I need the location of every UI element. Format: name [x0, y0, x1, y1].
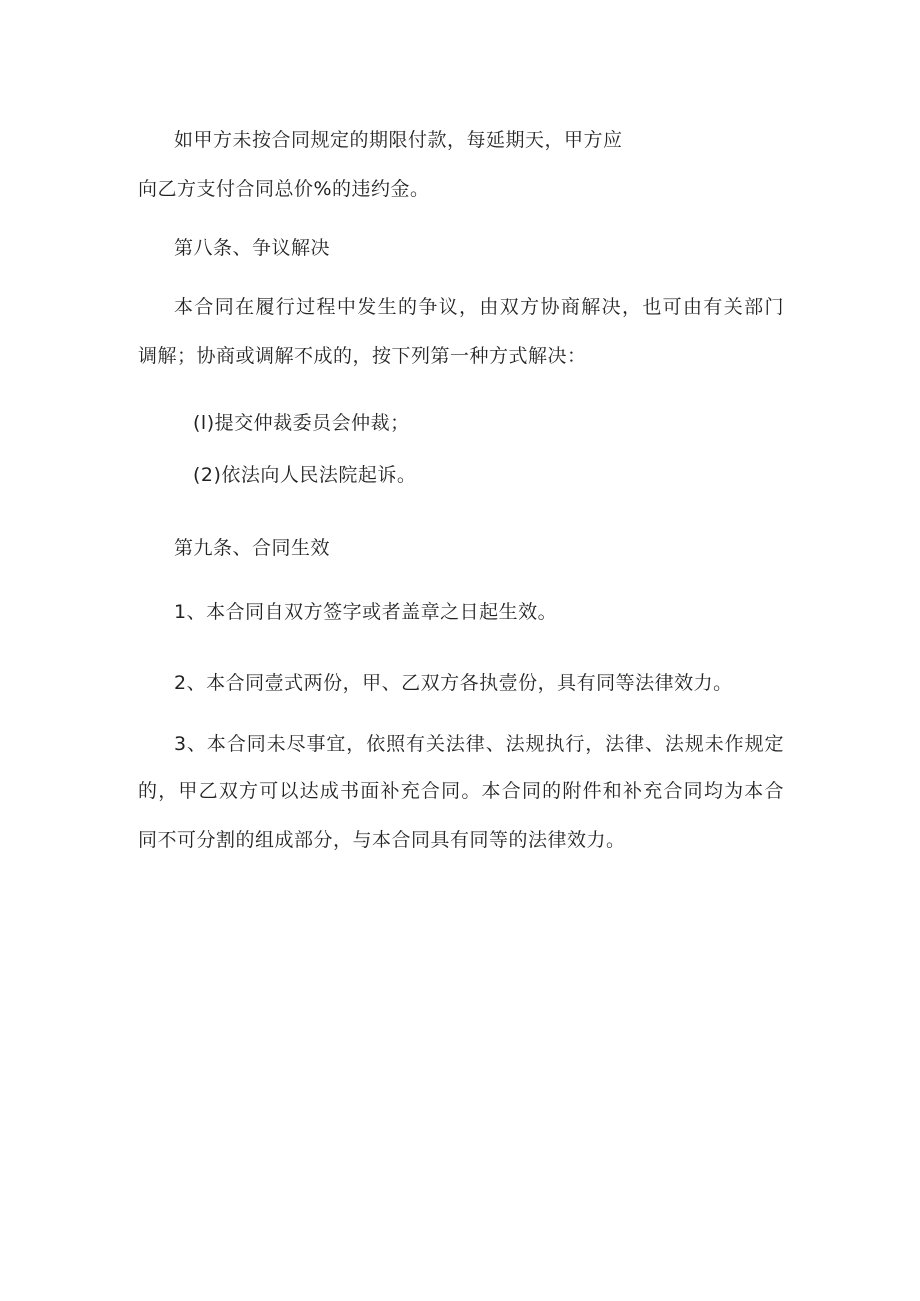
- article-9-clause-2: 2、本合同壹式两份，甲、乙双方各执壹份，具有同等法律效力。: [174, 672, 733, 694]
- article-9-clause-3-line-3: 同不可分割的组成部分，与本合同具有同等的法律效力。: [138, 829, 626, 851]
- article-8-body-line-2: 调解；协商或调解不成的，按下列第一种方式解决：: [138, 345, 587, 367]
- article-8-heading: 第八条、争议解决: [174, 237, 331, 259]
- article-8-body-line-1: 本合同在履行过程中发生的争议，由双方协商解决，也可由有关部门: [174, 296, 784, 318]
- article-9-heading: 第九条、合同生效: [174, 537, 331, 559]
- article-9-clause-3-line-2: 的，甲乙双方可以达成书面补充合同。本合同的附件和补充合同均为本合: [138, 780, 784, 802]
- penalty-line-1: 如甲方未按合同规定的期限付款，每延期天，甲方应: [174, 129, 623, 151]
- article-9-clause-3-line-1: 3、本合同未尽事宜，依照有关法律、法规执行，法律、法规未作规定: [174, 733, 784, 755]
- article-9-clause-1: 1、本合同自双方签字或者盖章之日起生效。: [174, 601, 558, 623]
- article-8-option-1: (l)提交仲裁委员会仲裁；: [193, 412, 410, 434]
- penalty-line-2: 向乙方支付合同总价%的违约金。: [138, 178, 430, 200]
- article-8-option-2: (2)依法向人民法院起诉。: [193, 464, 417, 486]
